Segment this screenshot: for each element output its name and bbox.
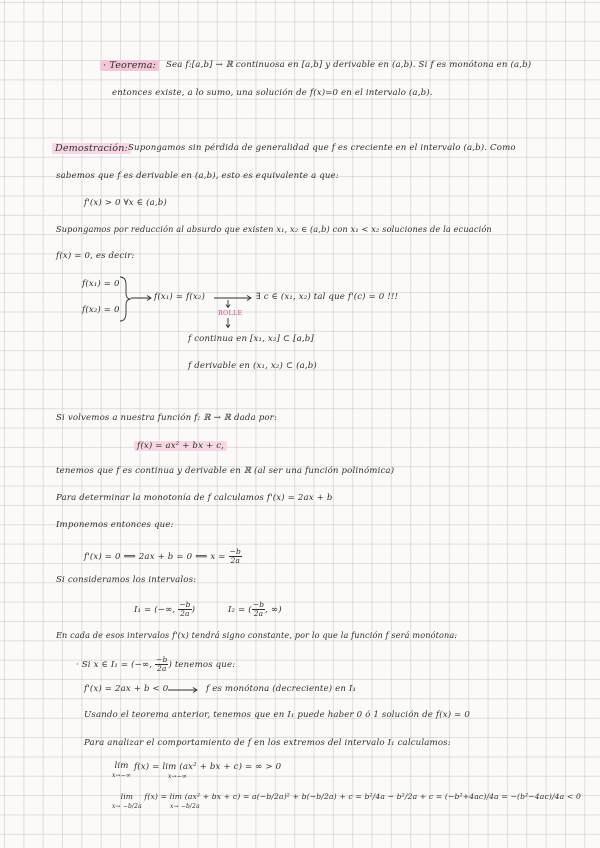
derivative-equation bbox=[84, 548, 242, 565]
implies-arrow-head bbox=[193, 688, 197, 693]
function-definition bbox=[134, 441, 227, 451]
interval-2-fraction bbox=[252, 601, 265, 618]
case-1-denominator: 2a bbox=[156, 664, 167, 673]
interval-1-numerator: −b bbox=[179, 600, 191, 609]
limit-2-word: lim bbox=[120, 792, 134, 801]
limit-2-inner-subscript: x→ −b/2a bbox=[170, 803, 200, 810]
interval-2-start: I₂ = ( bbox=[228, 605, 252, 615]
function-highlight: f(x) = ax² + bx + c, bbox=[134, 441, 227, 451]
proof-line-2: sabemos que f es derivable en (a,b), esto es equivalente a que: bbox=[56, 171, 339, 181]
application-line-4: Imponemos entonces que: bbox=[56, 520, 174, 530]
system-brace bbox=[120, 277, 131, 321]
application-line-8: Para analizar el comportamiento de f en los extremos del intervalo I₁ calculamos: bbox=[84, 738, 451, 748]
case-1-result: f es monótona (decreciente) en I₁ bbox=[206, 684, 357, 694]
limit-1-expression: f(x) = lim (ax² + bx + c) = ∞ > 0 bbox=[133, 762, 282, 772]
theorem-label-highlight: · Teorema: bbox=[100, 60, 159, 71]
theorem-line-1 bbox=[100, 60, 159, 71]
application-line-6: En cada de esos intervalos f'(x) tendrá signo constante, por lo que la función f será monótona: bbox=[56, 630, 458, 640]
limit-2-subscript: x→ −b/2a bbox=[112, 803, 142, 810]
application-line-5: Si consideramos los intervalos: bbox=[56, 575, 197, 585]
rolle-down-arrow-head bbox=[226, 325, 230, 328]
proof-line-4: f(x) = 0, es decir: bbox=[56, 251, 135, 261]
application-line-7: Usando el teorema anterior, tenemos que en I₁ puede haber 0 ó 1 solución de f(x) = 0 bbox=[84, 710, 470, 720]
rolle-label: ROLLE bbox=[218, 309, 243, 317]
case-1-fraction bbox=[155, 656, 168, 673]
interval-2-end: , ∞) bbox=[265, 605, 282, 615]
interval-2-numerator: −b bbox=[252, 600, 265, 609]
critical-point-fraction bbox=[229, 548, 242, 565]
rolle-arrow-head bbox=[247, 296, 251, 301]
critical-point-denominator: 2a bbox=[230, 556, 241, 565]
limit-2-operator bbox=[112, 792, 142, 811]
interval-1-fraction bbox=[178, 601, 191, 618]
proof-line-3: Supongamos por reducción al absurdo que existen x₁, x₂ ∈ (a,b) con x₁ < x₂ soluciones de la ecuación bbox=[56, 224, 492, 234]
theorem-text-line-1 bbox=[166, 60, 531, 70]
system-top: f(x₁) = 0 bbox=[82, 279, 120, 289]
rolle-down-arrow-top-head bbox=[226, 305, 230, 308]
limit-1 bbox=[112, 762, 281, 780]
proof-line-1: Supongamos sin pérdida de generalidad que f es creciente en el intervalo (a,b). Como bbox=[128, 143, 516, 153]
proof-condition: f'(x) > 0 ∀x ∈ (a,b) bbox=[84, 198, 167, 208]
interval-1-denominator: 2a bbox=[180, 609, 190, 618]
interval-1: I₁ = (−∞, $\frac{-b}{2a}$ ) bbox=[134, 600, 196, 618]
theorem-statement-1: Sea f:[a,b] → ℝ continuosa en [a,b] y derivable en (a,b). Si f es monótona en (a,b) bbox=[166, 60, 532, 70]
case-1-end: ) tenemos que: bbox=[168, 660, 236, 670]
interval-2-denominator: 2a bbox=[253, 609, 264, 618]
theorem-line-2: entonces existe, a lo sumo, una solución de f(x)=0 en el intervalo (a,b). bbox=[112, 88, 433, 98]
case-1 bbox=[76, 656, 235, 673]
limit-2-expression: f(x) = lim (ax² + bx + c) = a(−b/2a)² + b(−b/2a) + c = b²/4a − b²/2a + c = (−b²+4ac)/4a = −(b²−4ac)/4a < 0 bbox=[144, 792, 581, 801]
application-line-3: Para determinar la monotonía de f calculamos f'(x) = 2ax + b bbox=[56, 493, 333, 503]
proof-label-highlight: Demostración: bbox=[52, 143, 131, 154]
application-line-1: Si volvemos a nuestra función f: ℝ → ℝ dada por: bbox=[56, 413, 277, 423]
interval-2 bbox=[228, 601, 282, 618]
limit-1-subscript: x→−∞ bbox=[112, 772, 132, 779]
hypothesis-derivability: f derivable en (x₁, x₂) ⊂ (a,b) bbox=[188, 361, 317, 371]
limit-1-word: lim bbox=[114, 761, 129, 771]
case-1-numerator: −b bbox=[156, 655, 168, 664]
proof-label bbox=[52, 143, 131, 154]
application-line-2: tenemos que f es continua y derivable en ℝ (al ser una función polinómica) bbox=[56, 466, 395, 476]
equality: f(x₁) = f(x₂) bbox=[154, 292, 205, 302]
case-1-inequality: f'(x) = 2ax + b < 0 bbox=[84, 684, 169, 694]
limit-1-operator bbox=[112, 762, 131, 780]
limit-1-inner-subscript: x→−∞ bbox=[168, 773, 188, 780]
rolle-conclusion: ∃ c ∈ (x₁, x₂) tal que f'(c) = 0 !!! bbox=[256, 292, 399, 302]
hypothesis-continuity: f continua en [x₁, x₂] ⊂ [a,b] bbox=[188, 334, 314, 344]
system-bottom: f(x₂) = 0 bbox=[82, 305, 120, 315]
case-1-start: · Si x ∈ I₁ = (−∞, bbox=[76, 660, 156, 670]
critical-point-numerator: −b bbox=[229, 547, 241, 556]
derivative-equation-text: f'(x) = 0 ⟺ 2ax + b = 0 ⟺ x = bbox=[84, 552, 229, 562]
arrow-to-equality-head bbox=[147, 296, 151, 301]
interval-1-start: I₁ = (−∞, bbox=[134, 605, 179, 615]
